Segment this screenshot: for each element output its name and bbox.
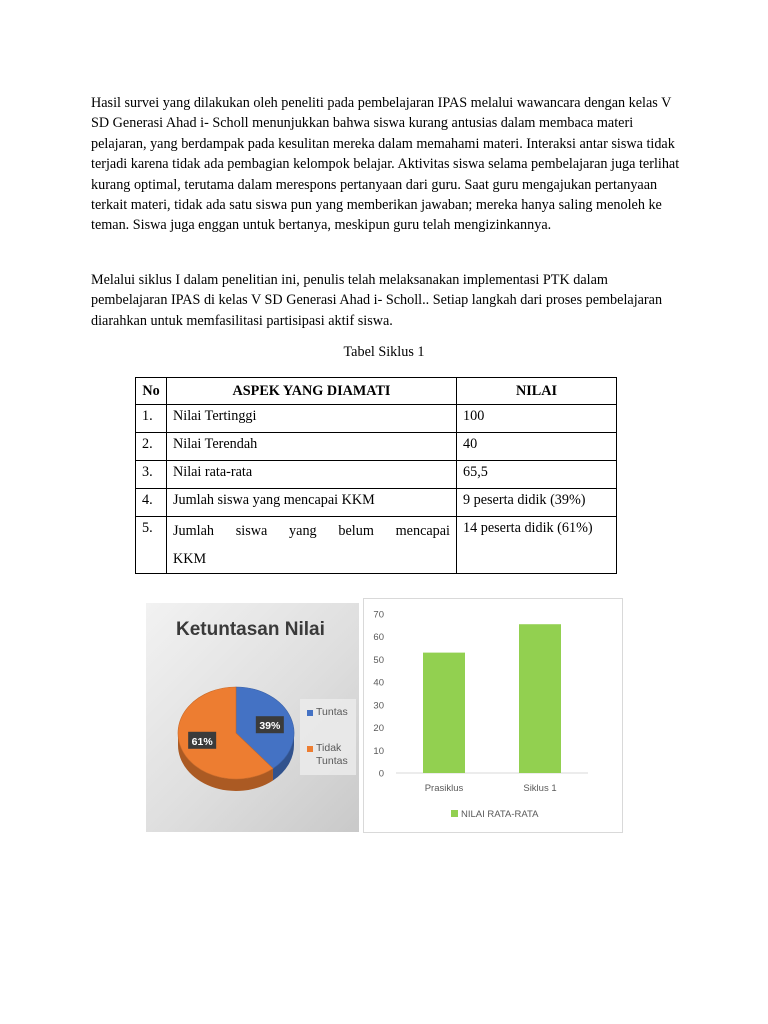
row-nilai: 14 peserta didik (61%) — [457, 517, 617, 574]
y-tick-label: 0 — [378, 768, 384, 780]
table-row — [136, 433, 617, 461]
header-nilai: NILAI — [457, 378, 617, 405]
header-no: No — [136, 378, 167, 405]
y-tick-label: 60 — [373, 632, 384, 644]
row-no: 5. — [136, 517, 167, 574]
row-no: 4. — [136, 489, 167, 517]
table-row — [136, 405, 617, 433]
row-no: 1. — [136, 405, 167, 433]
table-caption: Tabel Siklus 1 — [343, 344, 425, 360]
bar-chart-panel — [363, 598, 623, 833]
table-row — [136, 461, 617, 489]
legend-swatch-tidak-tuntas — [307, 746, 313, 752]
svg-text:39%: 39% — [259, 720, 281, 733]
y-tick-label: 70 — [373, 609, 384, 621]
pie-legend — [300, 699, 356, 775]
y-tick-label: 10 — [373, 745, 384, 757]
bar-chart — [364, 599, 622, 832]
legend-label: NILAI RATA-RATA — [461, 809, 539, 820]
bar-legend — [451, 809, 539, 820]
row-nilai: 100 — [457, 405, 617, 433]
x-tick-label: Siklus 1 — [523, 783, 557, 794]
row-no: 3. — [136, 461, 167, 489]
x-tick-label: Prasiklus — [424, 783, 464, 794]
row-aspek: Jumlah siswa yang mencapai KKM — [167, 489, 457, 517]
table-row — [136, 517, 617, 574]
siklus-table — [135, 377, 617, 574]
paragraph-cycle: Melalui siklus I dalam penelitian ini, penulis telah melaksanakan implementasi PTK dalam pembelajaran IPAS di kelas V SD Generasi Ahad i- Scholl.. Setiap langkah dari proses pembelajaran diarahkan untuk memfasilitasi partisipasi aktif siswa. — [91, 272, 663, 329]
legend-swatch-tuntas — [307, 710, 313, 716]
y-tick-label: 40 — [373, 677, 384, 689]
legend-label-tidak-tuntas: Tidak Tuntas — [316, 742, 348, 767]
row-aspek-line1: Jumlah siswa yang belum mencapai — [173, 523, 450, 539]
y-tick-label: 30 — [373, 700, 384, 712]
pie-chart-panel — [146, 603, 359, 832]
table-row — [136, 489, 617, 517]
row-aspek: Nilai Terendah — [167, 433, 457, 461]
y-tick-label: 50 — [373, 654, 384, 666]
pie-chart-title: Ketuntasan Nilai — [176, 619, 325, 640]
pie-data-label — [256, 716, 284, 733]
row-nilai: 65,5 — [457, 461, 617, 489]
row-aspek — [167, 517, 457, 574]
row-no: 2. — [136, 433, 167, 461]
bar-prasiklus — [423, 653, 465, 773]
table-header-row — [136, 378, 617, 405]
row-nilai: 9 peserta didik (39%) — [457, 489, 617, 517]
row-aspek: Nilai rata-rata — [167, 461, 457, 489]
paragraph-survey: Hasil survei yang dilakukan oleh peneliti pada pembelajaran IPAS melalui wawancara dengan kelas V SD Generasi Ahad i- Scholl menunjukkan bahwa siswa kurang antusias dalam membaca materi pelajaran, yang berdampak pada kesulitan mereka dalam memahami materi. Interaksi antar siswa tidak terjadi karena tidak ada pembagian kelompok belajar. Aktivitas siswa selama pembelajaran juga terlihat kurang optimal, terutama dalam merespons pertanyaan dari guru. Saat guru mengajukan pertanyaan terkait materi, tidak ada satu siswa pun yang memberikan jawaban; mereka hanya saling menoleh ke teman. Siswa juga enggan untuk bertanya, meskipun guru telah mengizinkannya. — [91, 95, 680, 234]
row-aspek-line2: KKM — [173, 551, 207, 567]
y-tick-label: 20 — [373, 723, 384, 735]
header-aspek: ASPEK YANG DIAMATI — [167, 378, 457, 405]
svg-text:61%: 61% — [191, 735, 213, 748]
legend-swatch — [451, 810, 458, 817]
bar-siklus-1 — [519, 624, 561, 773]
row-nilai: 40 — [457, 433, 617, 461]
pie-data-label — [188, 732, 216, 749]
row-aspek: Nilai Tertinggi — [167, 405, 457, 433]
legend-label-tuntas: Tuntas — [316, 706, 348, 718]
